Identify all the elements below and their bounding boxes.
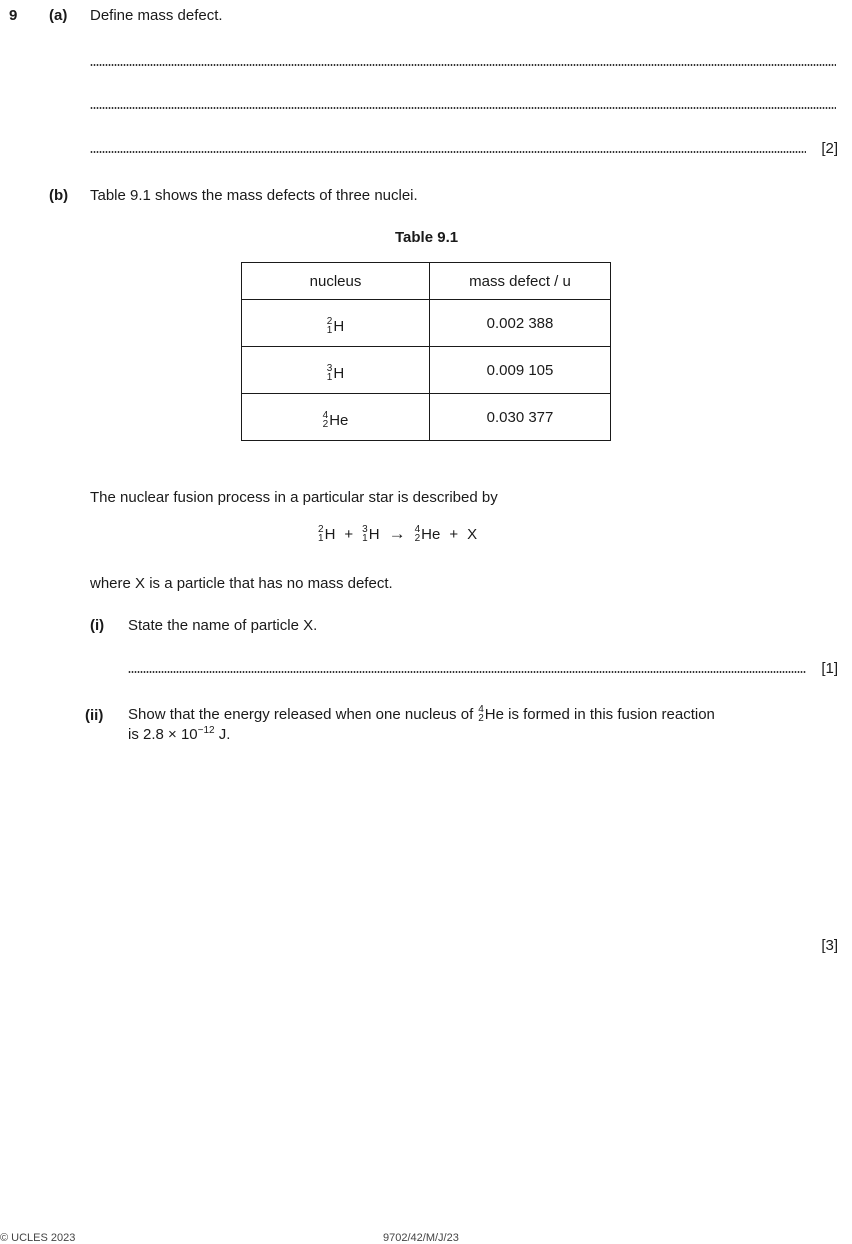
answer-line[interactable] [90, 107, 836, 109]
nucleus-cell [242, 300, 430, 347]
mass-defect-cell: 0.009 105 [430, 347, 611, 394]
paper-code: 9702/42/M/J/23 [383, 1232, 459, 1244]
atomic-number: 1 [326, 372, 333, 383]
prompt-text: He is formed in this fusion reaction [484, 705, 715, 723]
copyright: © UCLES 2023 [0, 1232, 76, 1244]
mass-defect-cell: 0.030 377 [430, 394, 611, 441]
table-row [242, 394, 611, 441]
element-symbol: H [333, 317, 345, 335]
header-nucleus: nucleus [242, 263, 430, 300]
mass-number: 4 [322, 410, 329, 421]
mass-number: 3 [362, 524, 368, 535]
sub-part-ii-label: (ii) [85, 707, 104, 724]
plus-sign: + [449, 525, 459, 543]
nuclide-symbol [327, 364, 344, 382]
nucleus-cell [242, 347, 430, 394]
product-helium [415, 525, 441, 543]
nuclide-symbol [327, 317, 344, 335]
mark-allocation: [1] [821, 660, 838, 677]
nuclide-symbol [323, 411, 349, 429]
element-symbol: He [421, 525, 441, 543]
mass-number: 3 [326, 363, 333, 374]
header-mass-defect: mass defect / u [430, 263, 611, 300]
question-number: 9 [9, 7, 18, 24]
where-text: where X is a particle that has no mass defect. [90, 575, 393, 592]
fusion-equation [318, 524, 477, 544]
element-symbol: H [324, 525, 336, 543]
mass-number: 4 [478, 704, 484, 715]
answer-line[interactable] [128, 671, 806, 673]
element-symbol: H [333, 364, 345, 382]
product-x: X [467, 525, 478, 543]
atomic-number: 1 [318, 533, 324, 544]
nucleus-cell [242, 394, 430, 441]
answer-line[interactable] [90, 64, 836, 66]
sub-part-i-label: (i) [90, 617, 105, 634]
table-caption: Table 9.1 [395, 229, 459, 246]
reactant-deuterium [318, 525, 335, 543]
mass-number: 2 [326, 316, 333, 327]
part-a-prompt: Define mass defect. [90, 7, 223, 24]
atomic-number: 2 [478, 713, 484, 724]
reaction-arrow: → [388, 524, 406, 543]
atomic-number: 1 [326, 325, 333, 336]
sub-part-ii-prompt [128, 705, 715, 723]
sub-part-i-prompt: State the name of particle X. [128, 617, 318, 634]
mark-allocation: [2] [821, 140, 838, 157]
energy-value [128, 725, 230, 743]
table-header-row [242, 263, 611, 300]
table-row [242, 300, 611, 347]
plus-sign: + [344, 525, 354, 543]
part-b-intro: Table 9.1 shows the mass defects of three nuclei. [90, 187, 418, 204]
prompt-text: Show that the energy released when one nucleus of [128, 705, 474, 723]
element-symbol: H [368, 525, 380, 543]
reactant-tritium [362, 525, 379, 543]
table-row [242, 347, 611, 394]
element-symbol: He [329, 411, 349, 429]
mass-defect-table [241, 262, 611, 441]
atomic-number: 2 [414, 533, 421, 544]
mark-allocation: [3] [821, 937, 838, 954]
unit-text: J. [214, 726, 231, 743]
mass-number: 2 [318, 524, 324, 535]
mass-defect-cell: 0.002 388 [430, 300, 611, 347]
part-a-label: (a) [49, 7, 68, 24]
atomic-number: 2 [322, 419, 329, 430]
mass-number: 4 [414, 524, 421, 535]
exponent: −12 [197, 725, 215, 736]
atomic-number: 1 [362, 533, 368, 544]
answer-line[interactable] [90, 151, 806, 153]
value-text: is 2.8 × 10 [128, 726, 198, 743]
part-b-label: (b) [49, 187, 69, 204]
fusion-intro: The nuclear fusion process in a particular star is described by [90, 489, 498, 506]
